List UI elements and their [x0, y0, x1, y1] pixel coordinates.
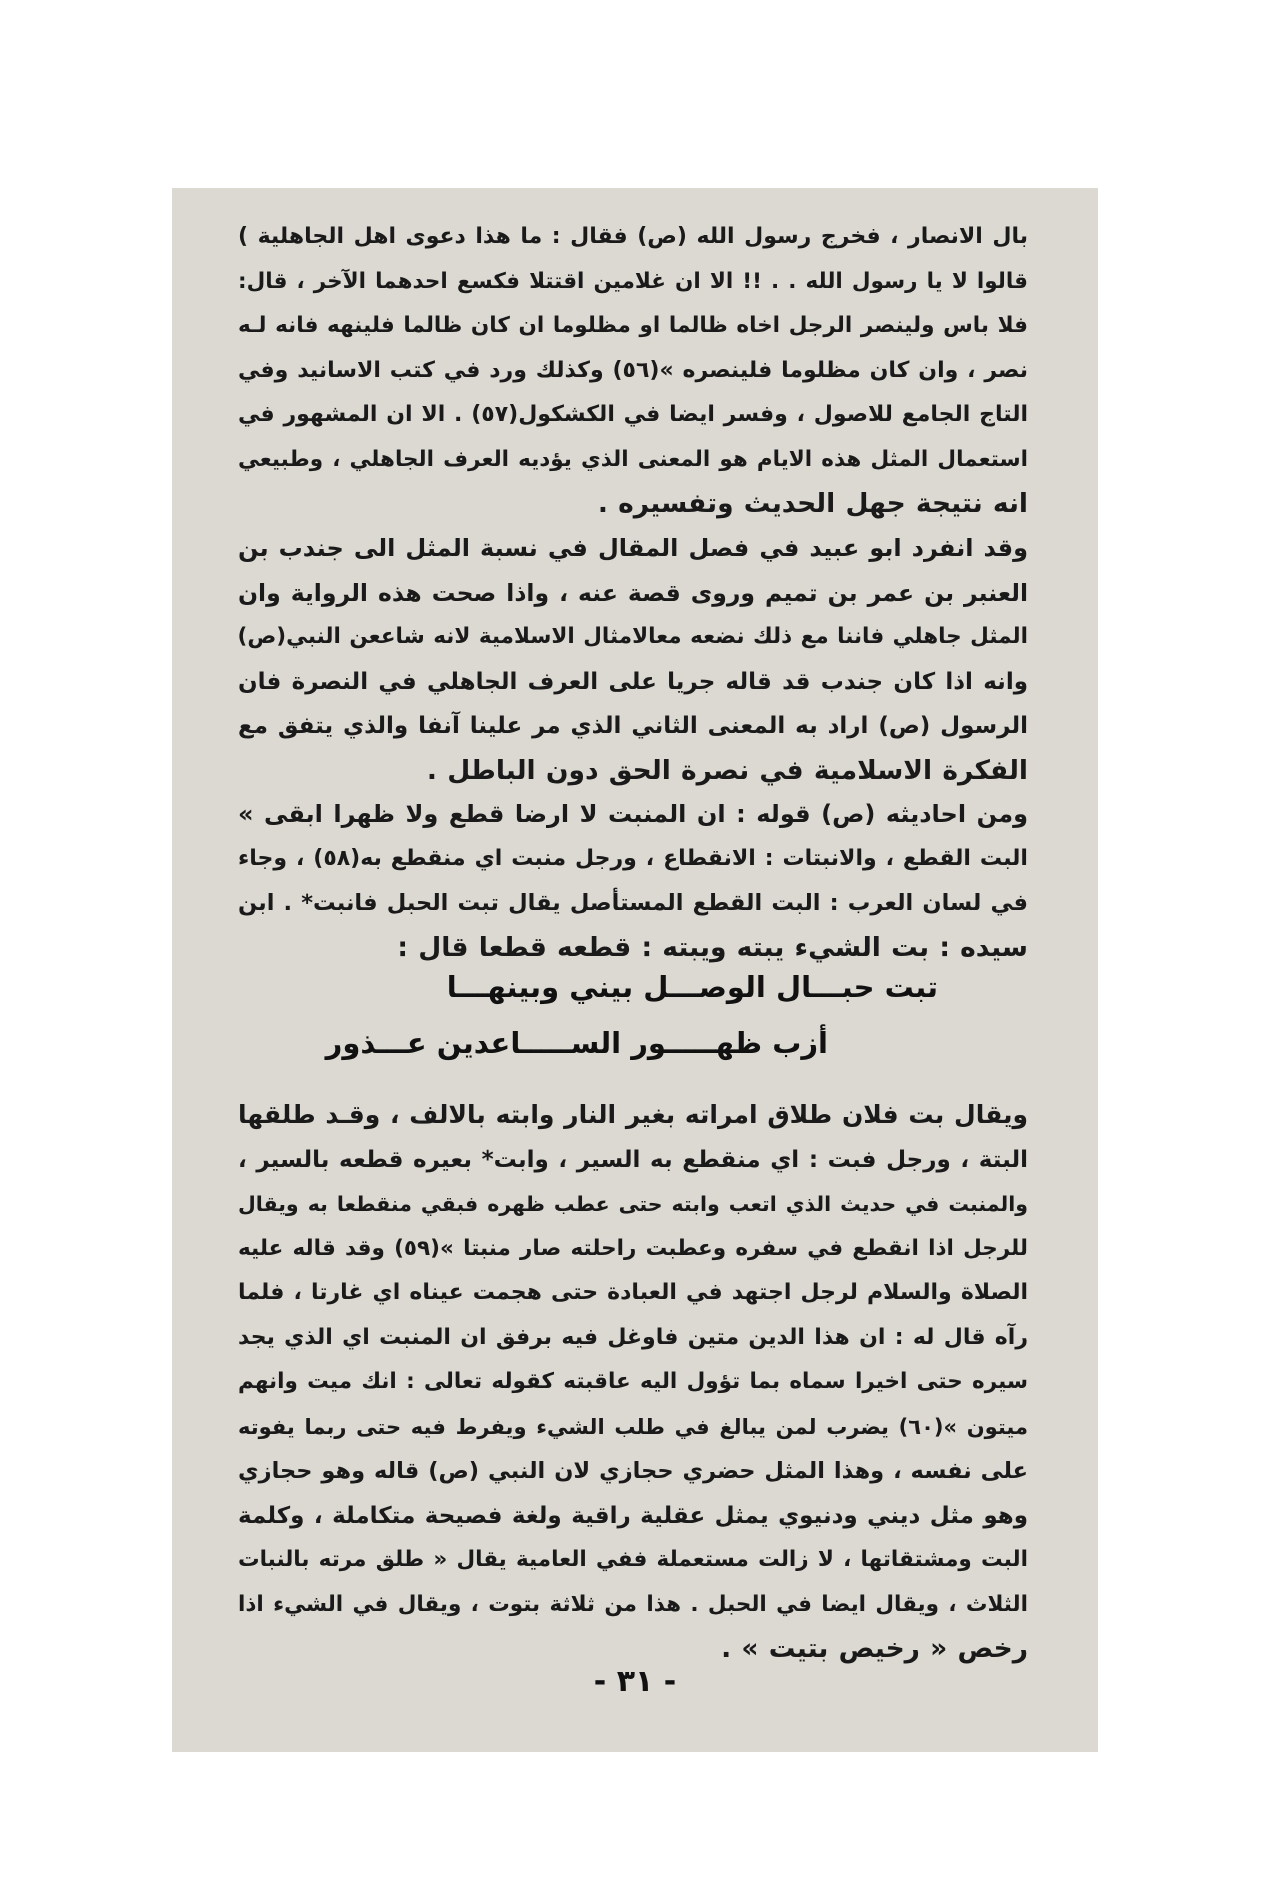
text-line: وهو مثل ديني ودنيوي يمثل عقلية راقية ولغة فصيحة متكاملة ، وكلمة: [238, 1502, 1028, 1529]
text-line: الصلاة والسلام لرجل اجتهد في العبادة حتى هجمت عيناه اي غارتا ، فلما: [238, 1280, 1028, 1305]
text-line: رخص « رخيص بتيت » .: [721, 1633, 1028, 1664]
text-line: الثلاث ، ويقال ايضا في الحبل . هذا من ثلاثة بتوت ، ويقال في الشيء اذا: [238, 1591, 1028, 1617]
text-line: للرجل اذا انقطع في سفره وعطبت راحلته صار منبتا »(٥٩) وقد قاله عليه: [238, 1235, 1028, 1261]
text-line: البتة ، ورجل فبت : اي منقطع به السير ، وابت* بعيره قطعه بالسير ،: [238, 1146, 1028, 1173]
verse-line-1: تبت حبـــال الوصـــل بيني وبينهـــا: [446, 970, 938, 1004]
text-line: التاج الجامع للاصول ، وفسر ايضا في الكشكول(٥٧) . الا ان المشهور في: [238, 402, 1029, 427]
text-line: البت ومشتقاتها ، لا زالت مستعملة ففي العامية يقال « طلق مرته بالنبات: [238, 1547, 1028, 1572]
paragraph-3: [238, 792, 1028, 970]
text-line: الفكرة الاسلامية في نصرة الحق دون الباطل .: [426, 754, 1028, 786]
text-line: ويقال بت فلان طلاق امراته بغير النار وابته بالالف ، وقـد طلقها: [238, 1100, 1028, 1129]
text-line: في لسان العرب : البت القطع المستأصل يقال تبت الحبل فانبت* . ابن: [238, 890, 1028, 916]
text-line: المثل جاهلي فاننا مع ذلك نضعه معالامثال الاسلامية لانه شاععن النبي(ص): [237, 624, 1028, 649]
text-line: سيده : بت الشيء يبته ويبته : قطعه قطعا قال :: [397, 931, 1028, 963]
text-line: انه نتيجة جهل الحديث وتفسيره .: [597, 488, 1028, 519]
text-line: نصر ، وان كان مظلوما فلينصره »(٥٦) وكذلك ورد في كتب الاسانيد وفي: [238, 357, 1028, 383]
text-line: بال الانصار ، فخرج رسول الله (ص) فقال : ما هذا دعوى اهل الجاهلية ): [238, 224, 1028, 249]
text-line: وانه اذا كان جندب قد قاله جريا على العرف الجاهلي في النصرة فان: [238, 668, 1028, 695]
text-line: ومن احاديثه (ص) قوله : ان المنبت لا ارضا قطع ولا ظهرا ابقى »: [238, 800, 1028, 828]
scanned-page: [172, 188, 1098, 1752]
text-line: الرسول (ص) اراد به المعنى الثاني الذي مر علينا آنفا والذي يتفق مع: [238, 713, 1028, 739]
text-line: على نفسه ، وهذا المثل حضري حجازي لان النبي (ص) قاله وهو حجازي: [238, 1458, 1028, 1484]
paragraph-2: [238, 526, 1028, 793]
page-number: - ٣١ -: [593, 1664, 677, 1699]
text-line: البت القطع ، والانبتات : الانقطاع ، ورجل منبت اي منقطع به(٥٨) ، وجاء: [238, 845, 1028, 871]
text-line: استعمال المثل هذه الايام هو المعنى الذي يؤديه العرف الجاهلي ، وطبيعي: [238, 446, 1028, 472]
text-line: ميتون »(٦٠) يضرب لمن يبالغ في طلب الشيء ويفرط فيه حتى ربما يفوته: [238, 1414, 1028, 1439]
paragraph-4: [238, 1093, 1028, 1672]
text-line: وقد انفرد ابو عبيد في فصل المقال في نسبة المثل الى جندب بن: [238, 534, 1028, 562]
text-line: قالوا لا يا رسول الله . . !! الا ان غلامين اقتتلا فكسع احدهما الآخر ، قال:: [238, 268, 1028, 294]
text-line: العنبر بن عمر بن تميم وروى قصة عنه ، واذا صحت هذه الرواية وان: [238, 578, 1028, 607]
text-line: والمنبت في حديث الذي اتعب وابته حتى عطب ظهره فبقي منقطعا به ويقال: [238, 1192, 1028, 1216]
text-line: سيره حتى اخيرا سماه بما تؤول اليه عاقبته كقوله تعالى : انك ميت وانهم: [238, 1369, 1028, 1394]
verse-line-2: أزب ظهـــــور الســـــاعدين عـــذور: [325, 1026, 828, 1060]
text-line: فلا باس ولينصر الرجل اخاه ظالما او مظلوما ان كان ظالما فلينهه فانه لـه: [238, 313, 1028, 338]
paragraph-1: [238, 215, 1028, 527]
text-line: رآه قال له : ان هذا الدين متين فاوغل فيه برفق ان المنبت اي الذي يجد: [238, 1324, 1028, 1350]
